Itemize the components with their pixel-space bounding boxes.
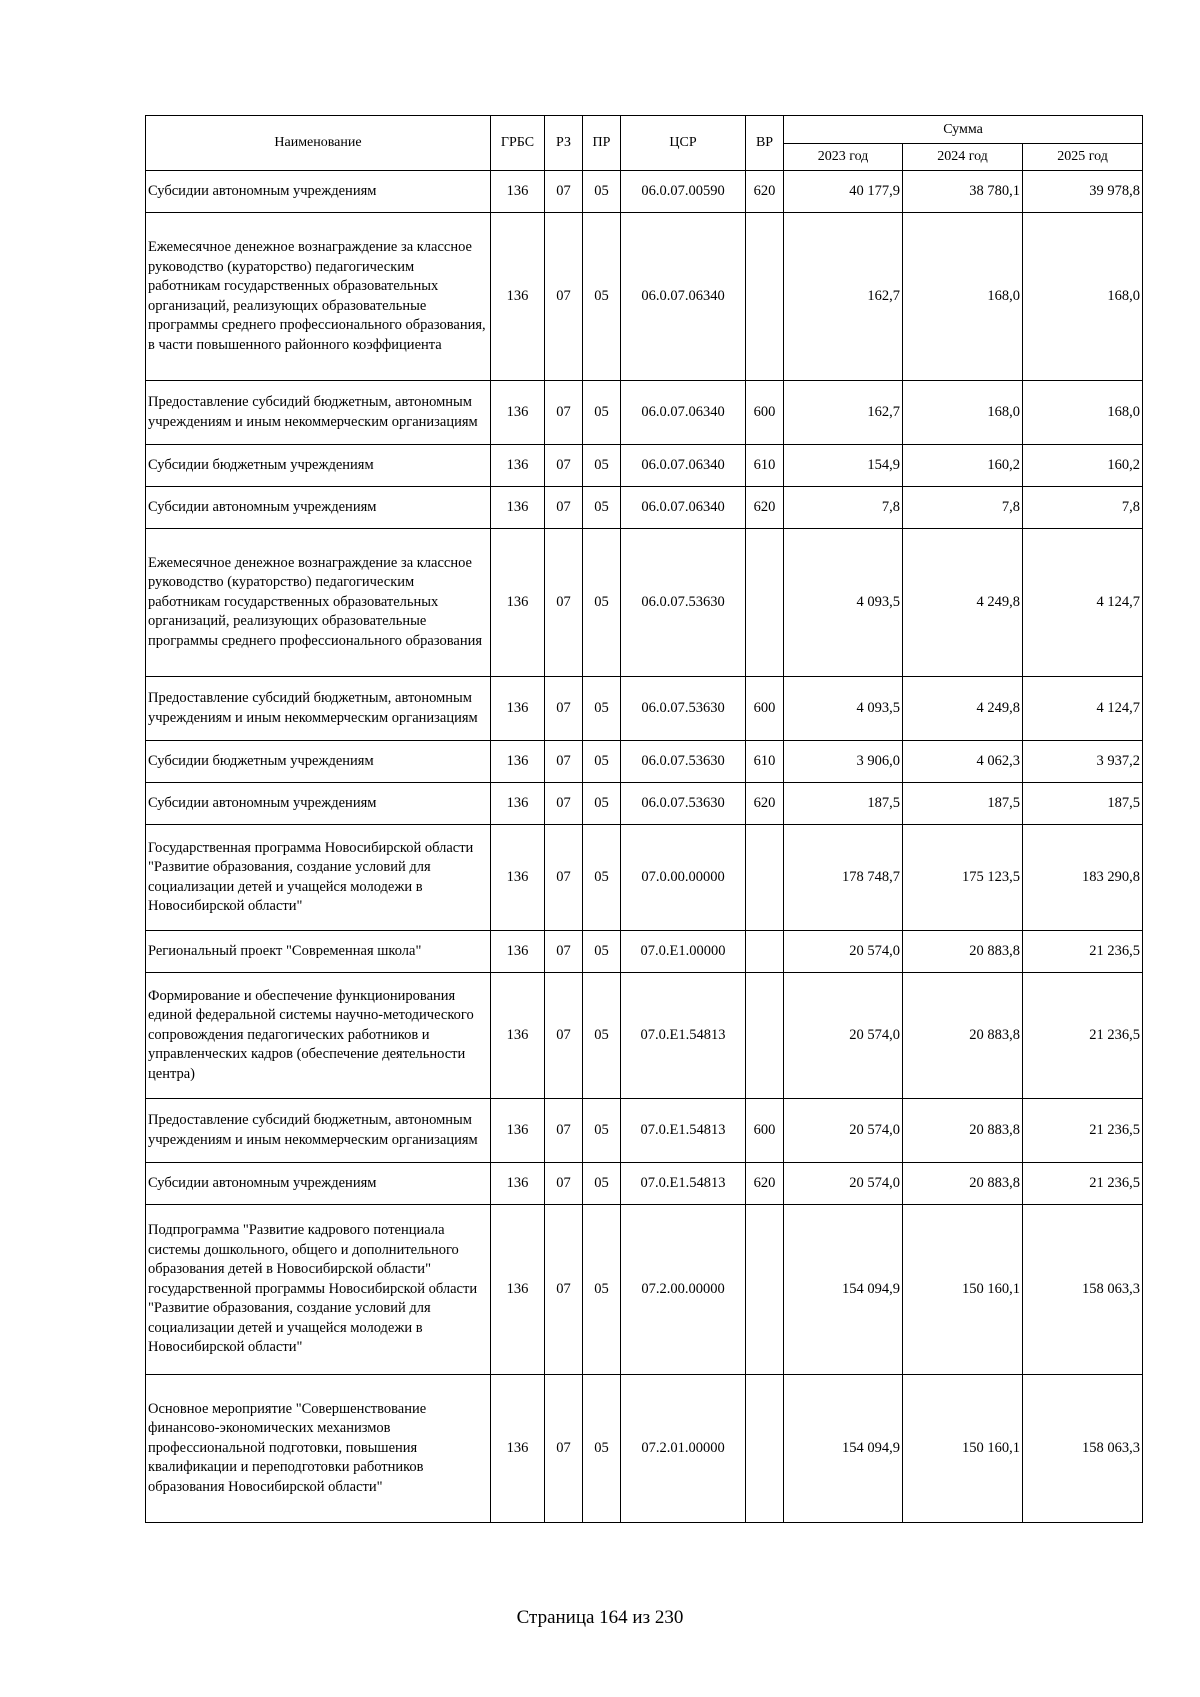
header-csr: ЦСР bbox=[621, 116, 746, 171]
cell-y2023: 154 094,9 bbox=[784, 1205, 903, 1375]
table-row bbox=[146, 931, 1143, 973]
header-grbs: ГРБС bbox=[491, 116, 545, 171]
cell-rz: 07 bbox=[545, 931, 583, 973]
table-row bbox=[146, 1163, 1143, 1205]
cell-name: Субсидии автономным учреждениям bbox=[146, 487, 491, 529]
cell-y2023: 20 574,0 bbox=[784, 1099, 903, 1163]
cell-vr: 600 bbox=[746, 677, 784, 741]
cell-rz: 07 bbox=[545, 825, 583, 931]
cell-rz: 07 bbox=[545, 171, 583, 213]
cell-y2025: 158 063,3 bbox=[1023, 1205, 1143, 1375]
cell-y2024: 20 883,8 bbox=[903, 931, 1023, 973]
cell-pr: 05 bbox=[583, 487, 621, 529]
cell-vr bbox=[746, 1205, 784, 1375]
table-row bbox=[146, 783, 1143, 825]
cell-grbs: 136 bbox=[491, 741, 545, 783]
cell-y2025: 21 236,5 bbox=[1023, 1099, 1143, 1163]
cell-csr: 07.0.E1.00000 bbox=[621, 931, 746, 973]
cell-y2025: 4 124,7 bbox=[1023, 677, 1143, 741]
cell-y2025: 187,5 bbox=[1023, 783, 1143, 825]
cell-csr: 07.0.E1.54813 bbox=[621, 1099, 746, 1163]
cell-y2025: 168,0 bbox=[1023, 213, 1143, 381]
cell-csr: 06.0.07.00590 bbox=[621, 171, 746, 213]
cell-name: Субсидии автономным учреждениям bbox=[146, 1163, 491, 1205]
cell-pr: 05 bbox=[583, 381, 621, 445]
cell-grbs: 136 bbox=[491, 381, 545, 445]
page-number: Страница 164 из 230 bbox=[516, 1607, 684, 1628]
cell-y2024: 4 062,3 bbox=[903, 741, 1023, 783]
cell-rz: 07 bbox=[545, 529, 583, 677]
cell-y2023: 4 093,5 bbox=[784, 677, 903, 741]
table-row bbox=[146, 741, 1143, 783]
cell-rz: 07 bbox=[545, 487, 583, 529]
cell-csr: 06.0.07.53630 bbox=[621, 529, 746, 677]
cell-y2024: 187,5 bbox=[903, 783, 1023, 825]
cell-pr: 05 bbox=[583, 1099, 621, 1163]
cell-rz: 07 bbox=[545, 1163, 583, 1205]
cell-rz: 07 bbox=[545, 677, 583, 741]
cell-y2024: 160,2 bbox=[903, 445, 1023, 487]
cell-vr: 600 bbox=[746, 1099, 784, 1163]
cell-vr: 600 bbox=[746, 381, 784, 445]
cell-vr bbox=[746, 529, 784, 677]
cell-csr: 07.0.00.00000 bbox=[621, 825, 746, 931]
cell-pr: 05 bbox=[583, 1205, 621, 1375]
cell-name: Субсидии автономным учреждениям bbox=[146, 783, 491, 825]
budget-table bbox=[145, 115, 1143, 1523]
cell-vr bbox=[746, 825, 784, 931]
cell-y2025: 3 937,2 bbox=[1023, 741, 1143, 783]
cell-pr: 05 bbox=[583, 529, 621, 677]
cell-y2024: 150 160,1 bbox=[903, 1375, 1023, 1523]
cell-y2023: 20 574,0 bbox=[784, 931, 903, 973]
cell-vr bbox=[746, 931, 784, 973]
table-row bbox=[146, 825, 1143, 931]
table-header bbox=[146, 116, 1143, 171]
cell-csr: 07.0.E1.54813 bbox=[621, 973, 746, 1099]
cell-y2024: 4 249,8 bbox=[903, 677, 1023, 741]
table-row bbox=[146, 381, 1143, 445]
cell-csr: 07.2.00.00000 bbox=[621, 1205, 746, 1375]
header-year-2023: 2023 год bbox=[784, 144, 903, 171]
cell-pr: 05 bbox=[583, 677, 621, 741]
cell-grbs: 136 bbox=[491, 1163, 545, 1205]
table-row bbox=[146, 445, 1143, 487]
cell-y2024: 20 883,8 bbox=[903, 1163, 1023, 1205]
cell-y2024: 168,0 bbox=[903, 213, 1023, 381]
cell-y2025: 168,0 bbox=[1023, 381, 1143, 445]
cell-y2024: 4 249,8 bbox=[903, 529, 1023, 677]
cell-vr: 620 bbox=[746, 1163, 784, 1205]
cell-y2023: 178 748,7 bbox=[784, 825, 903, 931]
cell-y2025: 4 124,7 bbox=[1023, 529, 1143, 677]
cell-rz: 07 bbox=[545, 1375, 583, 1523]
cell-y2023: 3 906,0 bbox=[784, 741, 903, 783]
cell-pr: 05 bbox=[583, 783, 621, 825]
header-year-2024: 2024 год bbox=[903, 144, 1023, 171]
header-name: Наименование bbox=[146, 116, 491, 171]
cell-y2025: 21 236,5 bbox=[1023, 1163, 1143, 1205]
cell-rz: 07 bbox=[545, 973, 583, 1099]
cell-csr: 07.0.E1.54813 bbox=[621, 1163, 746, 1205]
cell-pr: 05 bbox=[583, 1375, 621, 1523]
cell-csr: 06.0.07.06340 bbox=[621, 381, 746, 445]
cell-y2024: 20 883,8 bbox=[903, 973, 1023, 1099]
cell-rz: 07 bbox=[545, 783, 583, 825]
cell-csr: 06.0.07.53630 bbox=[621, 783, 746, 825]
cell-grbs: 136 bbox=[491, 825, 545, 931]
cell-y2025: 21 236,5 bbox=[1023, 973, 1143, 1099]
cell-y2025: 160,2 bbox=[1023, 445, 1143, 487]
table-row bbox=[146, 1375, 1143, 1523]
table-row bbox=[146, 1099, 1143, 1163]
cell-grbs: 136 bbox=[491, 171, 545, 213]
table-body bbox=[146, 171, 1143, 1523]
table-row bbox=[146, 529, 1143, 677]
cell-y2023: 162,7 bbox=[784, 213, 903, 381]
cell-y2025: 158 063,3 bbox=[1023, 1375, 1143, 1523]
cell-name: Предоставление субсидий бюджетным, автономным учреждениям и иным некоммерческим организациям bbox=[146, 381, 491, 445]
cell-name: Субсидии автономным учреждениям bbox=[146, 171, 491, 213]
table-row bbox=[146, 213, 1143, 381]
cell-grbs: 136 bbox=[491, 973, 545, 1099]
cell-vr bbox=[746, 213, 784, 381]
cell-y2024: 7,8 bbox=[903, 487, 1023, 529]
cell-grbs: 136 bbox=[491, 677, 545, 741]
cell-y2024: 150 160,1 bbox=[903, 1205, 1023, 1375]
cell-name: Основное мероприятие "Совершенствование финансово-экономических механизмов профессиональной подготовки, повышения квалификации и переподготовки работников образования Новосибирской области" bbox=[146, 1375, 491, 1523]
cell-pr: 05 bbox=[583, 1163, 621, 1205]
cell-y2023: 187,5 bbox=[784, 783, 903, 825]
cell-grbs: 136 bbox=[491, 213, 545, 381]
cell-y2023: 7,8 bbox=[784, 487, 903, 529]
cell-vr: 620 bbox=[746, 171, 784, 213]
cell-name: Подпрограмма "Развитие кадрового потенциала системы дошкольного, общего и дополнительного образования детей в Новосибирской области" государственной программы Новосибирской области "Развитие образования, создание условий для социализации детей и учащейся молодежи в Новосибирской области" bbox=[146, 1205, 491, 1375]
cell-grbs: 136 bbox=[491, 445, 545, 487]
table-row bbox=[146, 171, 1143, 213]
cell-y2025: 183 290,8 bbox=[1023, 825, 1143, 931]
cell-y2024: 20 883,8 bbox=[903, 1099, 1023, 1163]
cell-grbs: 136 bbox=[491, 783, 545, 825]
cell-grbs: 136 bbox=[491, 931, 545, 973]
cell-grbs: 136 bbox=[491, 529, 545, 677]
cell-name: Ежемесячное денежное вознаграждение за классное руководство (кураторство) педагогическим работникам государственных образовательных организаций, реализующих образовательные программы среднего профессионального образования bbox=[146, 529, 491, 677]
cell-vr: 610 bbox=[746, 741, 784, 783]
cell-y2023: 154,9 bbox=[784, 445, 903, 487]
header-pr: ПР bbox=[583, 116, 621, 171]
cell-rz: 07 bbox=[545, 1099, 583, 1163]
table-row bbox=[146, 973, 1143, 1099]
cell-y2023: 4 093,5 bbox=[784, 529, 903, 677]
cell-pr: 05 bbox=[583, 213, 621, 381]
cell-csr: 06.0.07.06340 bbox=[621, 445, 746, 487]
header-rz: РЗ bbox=[545, 116, 583, 171]
cell-y2025: 7,8 bbox=[1023, 487, 1143, 529]
cell-rz: 07 bbox=[545, 381, 583, 445]
cell-grbs: 136 bbox=[491, 1375, 545, 1523]
cell-name: Субсидии бюджетным учреждениям bbox=[146, 741, 491, 783]
cell-csr: 07.2.01.00000 bbox=[621, 1375, 746, 1523]
cell-name: Предоставление субсидий бюджетным, автономным учреждениям и иным некоммерческим организациям bbox=[146, 1099, 491, 1163]
cell-y2023: 154 094,9 bbox=[784, 1375, 903, 1523]
cell-vr: 620 bbox=[746, 487, 784, 529]
cell-csr: 06.0.07.06340 bbox=[621, 213, 746, 381]
cell-name: Субсидии бюджетным учреждениям bbox=[146, 445, 491, 487]
cell-y2024: 175 123,5 bbox=[903, 825, 1023, 931]
cell-name: Ежемесячное денежное вознаграждение за классное руководство (кураторство) педагогическим работникам государственных образовательных организаций, реализующих образовательные программы среднего профессионального образования, в части повышенного районного коэффициента bbox=[146, 213, 491, 381]
cell-y2024: 168,0 bbox=[903, 381, 1023, 445]
cell-csr: 06.0.07.53630 bbox=[621, 741, 746, 783]
cell-y2025: 39 978,8 bbox=[1023, 171, 1143, 213]
cell-name: Региональный проект "Современная школа" bbox=[146, 931, 491, 973]
cell-vr bbox=[746, 973, 784, 1099]
cell-csr: 06.0.07.06340 bbox=[621, 487, 746, 529]
table-row bbox=[146, 677, 1143, 741]
cell-grbs: 136 bbox=[491, 1099, 545, 1163]
cell-y2024: 38 780,1 bbox=[903, 171, 1023, 213]
cell-y2023: 162,7 bbox=[784, 381, 903, 445]
cell-grbs: 136 bbox=[491, 1205, 545, 1375]
header-year-2025: 2025 год bbox=[1023, 144, 1143, 171]
cell-pr: 05 bbox=[583, 741, 621, 783]
cell-rz: 07 bbox=[545, 1205, 583, 1375]
cell-y2023: 20 574,0 bbox=[784, 1163, 903, 1205]
table-row bbox=[146, 1205, 1143, 1375]
header-sum: Сумма bbox=[784, 116, 1143, 144]
cell-y2025: 21 236,5 bbox=[1023, 931, 1143, 973]
cell-pr: 05 bbox=[583, 171, 621, 213]
cell-name: Предоставление субсидий бюджетным, автономным учреждениям и иным некоммерческим организациям bbox=[146, 677, 491, 741]
cell-vr bbox=[746, 1375, 784, 1523]
table-row bbox=[146, 487, 1143, 529]
cell-name: Формирование и обеспечение функционирования единой федеральной системы научно-методического сопровождения педагогических работников и управленческих кадров (обеспечение деятельности центра) bbox=[146, 973, 491, 1099]
cell-pr: 05 bbox=[583, 445, 621, 487]
header-vr: ВР bbox=[746, 116, 784, 171]
cell-rz: 07 bbox=[545, 213, 583, 381]
cell-rz: 07 bbox=[545, 445, 583, 487]
cell-grbs: 136 bbox=[491, 487, 545, 529]
cell-y2023: 20 574,0 bbox=[784, 973, 903, 1099]
cell-pr: 05 bbox=[583, 973, 621, 1099]
cell-csr: 06.0.07.53630 bbox=[621, 677, 746, 741]
cell-pr: 05 bbox=[583, 931, 621, 973]
cell-vr: 620 bbox=[746, 783, 784, 825]
cell-vr: 610 bbox=[746, 445, 784, 487]
cell-name: Государственная программа Новосибирской области "Развитие образования, создание условий для социализации детей и учащейся молодежи в Новосибирской области" bbox=[146, 825, 491, 931]
cell-y2023: 40 177,9 bbox=[784, 171, 903, 213]
cell-rz: 07 bbox=[545, 741, 583, 783]
cell-pr: 05 bbox=[583, 825, 621, 931]
